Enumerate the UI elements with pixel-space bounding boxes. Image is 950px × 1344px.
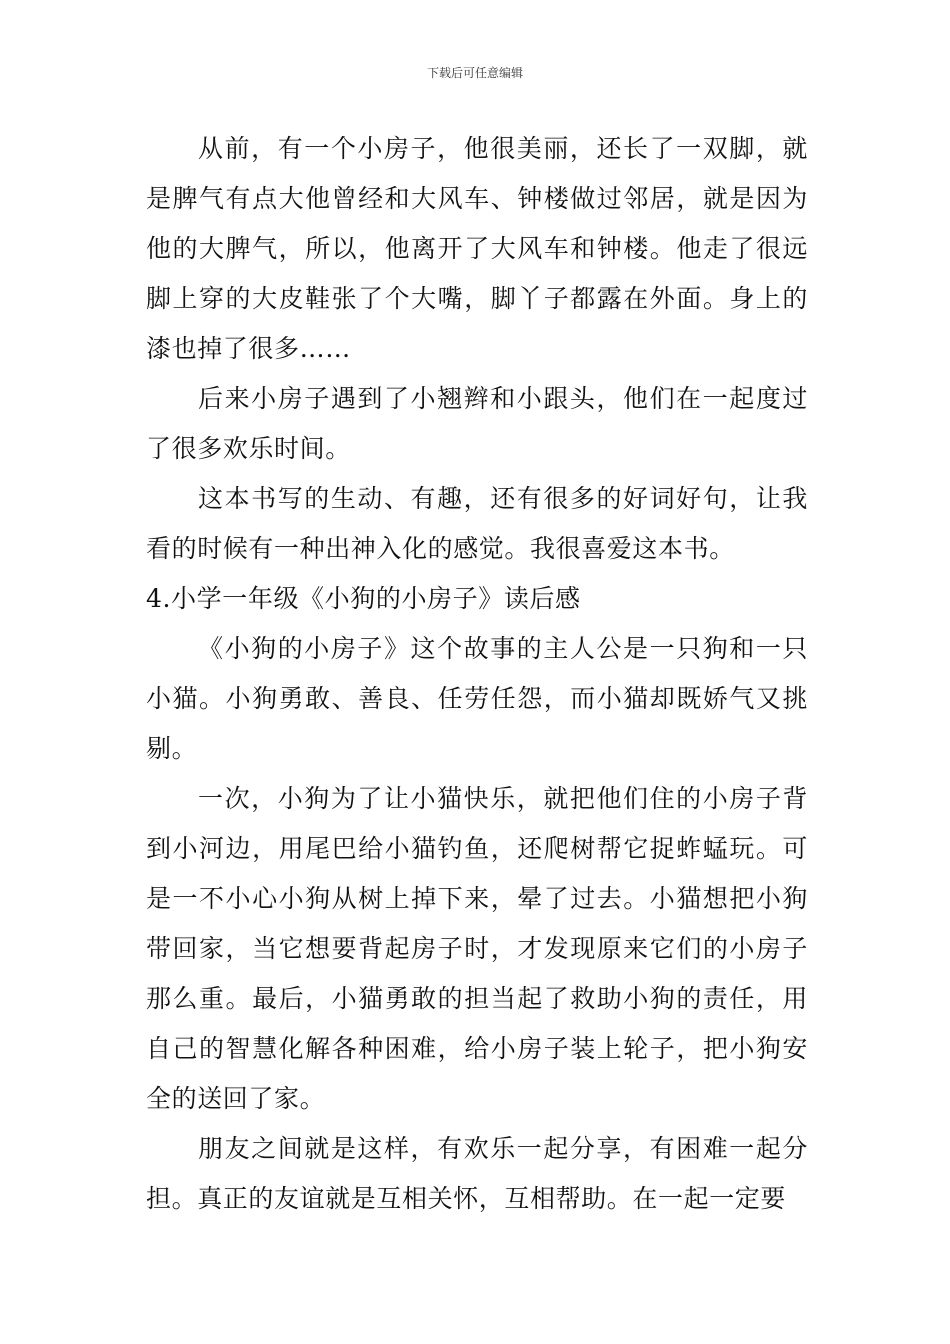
paragraph-4: 《小狗的小房子》这个故事的主人公是一只狗和一只小猫。小狗勇敢、善良、任劳任怨，而小猫却既娇气又挑剔。 — [146, 634, 808, 763]
page-header: 下载后可任意编辑 — [426, 66, 523, 80]
document-body — [146, 124, 808, 1224]
paragraph-2: 后来小房子遇到了小翘辫和小跟头，他们在一起度过了很多欢乐时间。 — [146, 384, 808, 463]
paragraph-3: 这本书写的生动、有趣，还有很多的好词好句，让我看的时候有一种出神入化的感觉。我很喜爱这本书。 — [146, 484, 808, 563]
paragraph-6: 朋友之间就是这样，有欢乐一起分享，有困难一起分担。真正的友谊就是互相关怀，互相帮助。在一起一定要 — [146, 1134, 808, 1213]
paragraph-5: 一次，小狗为了让小猫快乐，就把他们住的小房子背到小河边，用尾巴给小猫钓鱼，还爬树帮它捉蚱蜢玩。可是一不小心小狗从树上掉下来，晕了过去。小猫想把小狗带回家，当它想要背起房子时，才发现原来它们的小房子那么重。最后，小猫勇敢的担当起了救助小狗的责任，用自己的智慧化解各种困难，给小房子装上轮子，把小狗安全的送回了家。 — [146, 784, 808, 1113]
section-heading: 4.小学一年级《小狗的小房子》读后感 — [146, 584, 581, 613]
paragraph-1: 从前，有一个小房子，他很美丽，还长了一双脚，就是脾气有点大他曾经和大风车、钟楼做过邻居，就是因为他的大脾气，所以，他离开了大风车和钟楼。他走了很远脚上穿的大皮鞋张了个大嘴，脚丫子都露在外面。身上的漆也掉了很多…… — [146, 134, 808, 363]
